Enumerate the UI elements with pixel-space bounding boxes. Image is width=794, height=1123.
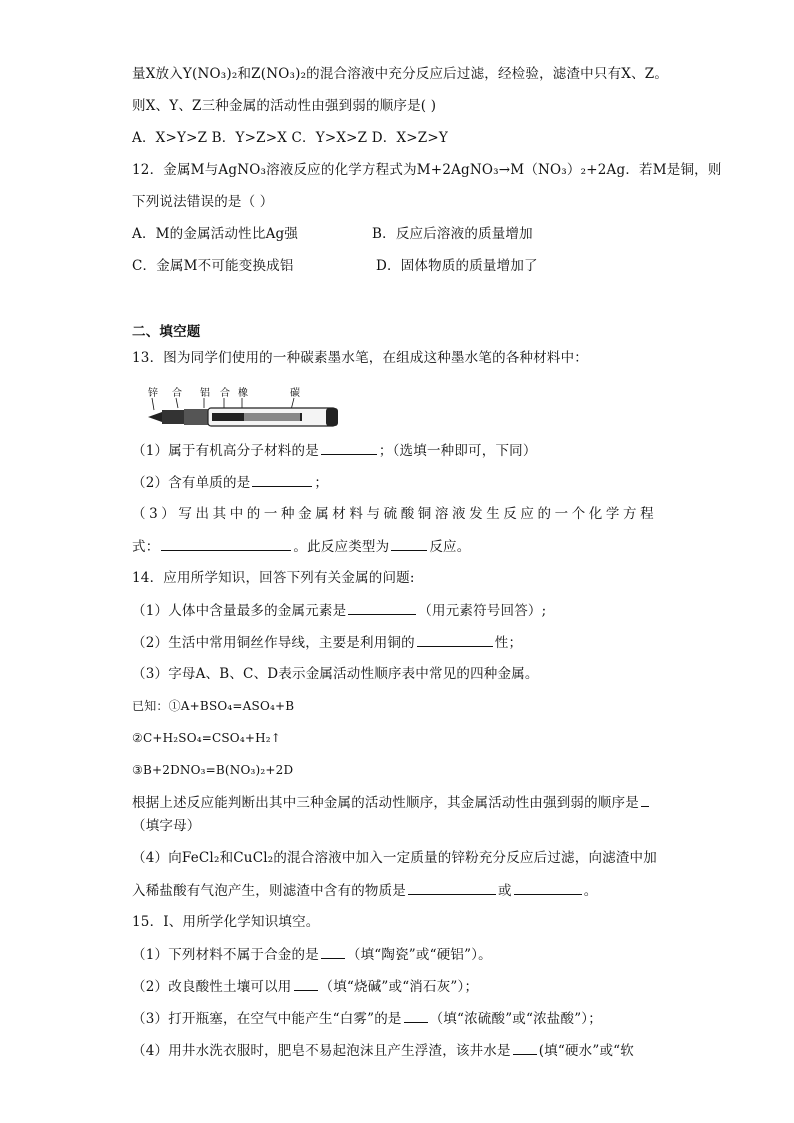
q14-eq-2: ②C+H₂SO₄=CSO₄+H₂↑ xyxy=(132,731,282,745)
q11-line-2: 则X、Y、Z三种金属的活动性由强到弱的顺序是( ) xyxy=(132,98,437,114)
q15-sub-2-note: （填“烧碱”或“消石灰”）； xyxy=(319,979,479,995)
answer-blank[interactable] xyxy=(404,1008,428,1023)
q13-sub-1-text: （1）属于有机高分子材料的是 xyxy=(132,443,319,459)
pen-label-carbon: 碳 xyxy=(290,388,300,399)
answer-blank[interactable] xyxy=(391,536,427,551)
q15-sub-3 xyxy=(132,1008,602,1029)
answer-blank[interactable] xyxy=(408,880,496,895)
answer-blank[interactable] xyxy=(513,1040,537,1055)
answer-blank[interactable] xyxy=(514,880,582,895)
pen-label-alloy-2: 合 xyxy=(220,388,230,399)
q13-sub-3-line-2 xyxy=(132,536,470,557)
q14-line-1: 14．应用所学知识，回答下列有关金属的问题: xyxy=(132,570,415,586)
pen-label-aluminium: 铝 xyxy=(200,388,210,399)
answer-blank[interactable] xyxy=(161,536,291,551)
q15-sub-2-text: （2）改良酸性土壤可以用 xyxy=(132,979,292,995)
pen-label-alloy-1: 合 xyxy=(172,388,182,399)
q12-option-b-text: B．反应后溶液的质量增加 xyxy=(372,226,533,242)
q12-line-1: 12．金属M与AgNO₃溶液反应的化学方程式为M+2AgNO₃→M（NO₃）₂+2Ag．若M是铜，则 xyxy=(132,162,722,178)
q13-sub-1 xyxy=(132,440,537,461)
q14-sub-1-note: （用元素符号回答）; xyxy=(418,603,547,619)
answer-blank[interactable] xyxy=(321,944,345,959)
q12-option-c xyxy=(132,256,538,276)
q13-sub-1-note: ；（选填一种即可，下同） xyxy=(378,443,537,459)
q15-sub-1-text: （1）下列材料不属于合金的是 xyxy=(132,947,319,963)
q15-sub-4 xyxy=(132,1040,634,1061)
q12-option-c-text: C．金属M不可能变换成铝 xyxy=(132,258,294,274)
q15-sub-4-note: (填“硬水”或“软 xyxy=(538,1043,634,1059)
q13-sub-3-mid: 。此反应类型为 xyxy=(293,539,390,555)
q14-sub-4-text: 入稀盐酸有气泡产生，则滤渣中含有的物质是 xyxy=(132,883,406,899)
q14-sub-2-text: （2）生活中常用铜丝作导线，主要是利用铜的 xyxy=(132,635,415,651)
q14-sub-1 xyxy=(132,600,546,621)
q15-sub-1-note: （填“陶瓷”或“硬铝”）。 xyxy=(346,947,492,963)
q15-sub-2 xyxy=(132,976,478,997)
q12-option-a-text: A．M的金属活动性比Ag强 xyxy=(132,226,299,242)
q12-option-d-text: D．固体物质的质量增加了 xyxy=(376,258,538,274)
q13-sub-3-end: 反应。 xyxy=(429,539,471,555)
pen-label-zinc: 锌 xyxy=(148,388,158,399)
q14-sub-3-question-text: 根据上述反应能判断出其中三种金属的活动性顺序，其金属活动性由强到弱的顺序是 xyxy=(132,795,639,811)
q15-sub-3-note: （填“浓硫酸”或“浓盐酸”）； xyxy=(429,1011,602,1027)
q15-line-1: 15．I、用所学化学知识填空。 xyxy=(132,914,320,930)
answer-blank[interactable] xyxy=(252,472,312,487)
q14-eq-3: ③B+2DNO₃=B(NO₃)₂+2D xyxy=(132,763,294,777)
q11-line-1: 量X放入Y(NO₃)₂和Z(NO₃)₂的混合溶液中充分反应后过滤，经检验，滤渣中只有X、Z。 xyxy=(132,66,669,82)
q11-options: A．X>Y>Z B．Y>Z>X C．Y>X>Z D．X>Z>Y xyxy=(132,130,449,146)
q14-sub-2 xyxy=(132,632,522,653)
q15-sub-4-text: （4）用井水洗衣服时，肥皂不易起泡沫且产生浮渣，该井水是 xyxy=(132,1043,511,1059)
q13-sub-2 xyxy=(132,472,328,493)
section-title: 二、填空题 xyxy=(132,324,201,340)
q14-sub-1-text: （1）人体中含量最多的金属元素是 xyxy=(132,603,347,619)
q13-sub-3-prefix: 式： xyxy=(132,539,160,555)
q14-sub-3: （3）字母A、B、C、D表示金属活动性顺序表中常见的四种金属。 xyxy=(132,666,539,682)
q14-sub-4-or: 或 xyxy=(498,883,512,899)
ink-pen-figure xyxy=(140,384,350,434)
q12-option-a xyxy=(132,224,533,244)
answer-blank[interactable] xyxy=(417,632,493,647)
q14-sub-4-line-2 xyxy=(132,880,597,901)
q14-sub-3-question xyxy=(132,792,651,813)
answer-blank[interactable] xyxy=(321,440,377,455)
q13-sub-3-line-1: （3）写出其中的一种金属材料与硫酸铜溶液发生反应的一个化学方程 xyxy=(132,506,658,522)
answer-blank[interactable] xyxy=(348,600,416,615)
q14-sub-4-line-1: （4）向FeCl₂和CuCl₂的混合溶液中加入一定质量的锌粉充分反应后过滤，向滤渣中加 xyxy=(132,850,657,866)
q15-sub-1 xyxy=(132,944,492,965)
q13-sub-2-text: （2）含有单质的是 xyxy=(132,475,251,491)
q12-line-2: 下列说法错误的是（ ） xyxy=(132,194,274,210)
q14-sub-2-end: 性； xyxy=(494,635,523,651)
q13-line-1: 13．图为同学们使用的一种碳素墨水笔，在组成这种墨水笔的各种材料中： xyxy=(132,350,588,366)
q15-sub-3-text: （3）打开瓶塞，在空气中能产生“白雾”的是 xyxy=(132,1011,402,1027)
q14-known: 已知：①A+BSO₄=ASO₄+B xyxy=(132,699,295,713)
answer-blank[interactable] xyxy=(294,976,318,991)
q14-sub-3-note: （填字母） xyxy=(132,818,201,834)
q13-sub-2-end: ； xyxy=(314,475,329,491)
pen-label-rubber: 橡 xyxy=(238,388,248,399)
answer-blank[interactable] xyxy=(641,792,649,807)
q14-sub-4-end: 。 xyxy=(583,883,598,899)
